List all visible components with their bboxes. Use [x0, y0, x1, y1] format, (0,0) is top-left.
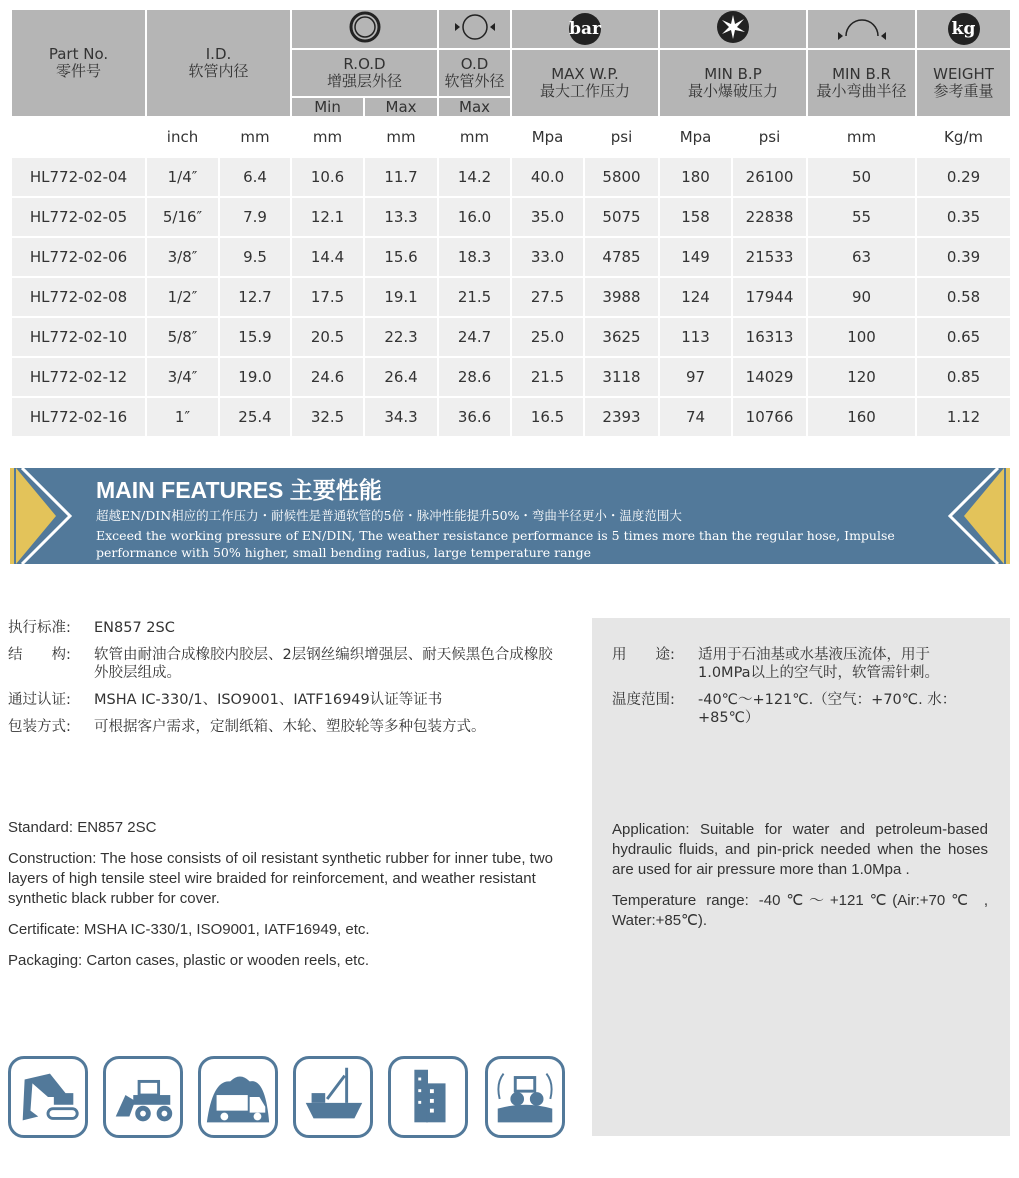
building-icon [388, 1056, 468, 1138]
spec-label: 通过认证: [8, 692, 71, 708]
header-od-cn: 软管外径 [444, 72, 505, 90]
table-cell: 32.5 [291, 397, 364, 437]
table-cell: 0.39 [916, 237, 1011, 277]
table-cell: 3988 [584, 277, 659, 317]
table-cell: HL772-02-06 [11, 237, 146, 277]
spec-paragraph: Certificate: MSHA IC-330/1, ISO9001, IATF16949, etc. [8, 921, 370, 938]
table-cell: 13.3 [364, 197, 438, 237]
table-cell: 1″ [146, 397, 219, 437]
table-cell: HL772-02-12 [11, 357, 146, 397]
table-cell: psi [732, 117, 807, 157]
table-cell: HL772-02-10 [11, 317, 146, 357]
header-weight: WEIGHT [933, 65, 994, 83]
kg-weight-icon: kg [948, 13, 980, 45]
header-rod-min: Min [291, 97, 364, 117]
table-cell: 25.0 [511, 317, 584, 357]
table-cell: HL772-02-05 [11, 197, 146, 237]
spec-paragraph: Packaging: Carton cases, plastic or wooden reels, etc. [8, 952, 370, 969]
spec-paragraph: Application: Suitable for water and petroleum-based hydraulic fluids, and pin-prick needed when the hoses are used for air pressure more than 1.0Mpa . [612, 821, 988, 878]
table-cell: 6.4 [219, 157, 291, 197]
en-specs-left [8, 818, 558, 982]
table-cell: 180 [659, 157, 732, 197]
table-cell: mm [291, 117, 364, 157]
header-part-no: Part No. [48, 45, 109, 63]
table-cell: 10.6 [291, 157, 364, 197]
table-cell: 97 [659, 357, 732, 397]
table-cell: 149 [659, 237, 732, 277]
header-id: I.D. [205, 45, 232, 63]
header-wp: MAX W.P. [551, 65, 619, 83]
table-cell: 22838 [732, 197, 807, 237]
table-cell: 24.6 [291, 357, 364, 397]
header-part-no-cn: 零件号 [55, 62, 101, 80]
header-od-max: Max [438, 97, 511, 117]
table-cell: Mpa [659, 117, 732, 157]
table-cell: 1.12 [916, 397, 1011, 437]
mining-truck-icon [198, 1056, 278, 1138]
table-cell: 5800 [584, 157, 659, 197]
table-cell: 0.85 [916, 357, 1011, 397]
table-cell: 74 [659, 397, 732, 437]
spec-value: 适用于石油基或水基液压流体，用于1.0MPa以上的空气时，软管需针刺。 [698, 647, 940, 681]
table-cell: 1/2″ [146, 277, 219, 317]
spec-value: 软管由耐油合成橡胶内胶层、2层钢丝编织增强层、耐天候黑色合成橡胶外胶层组成。 [94, 647, 553, 681]
header-weight-cn: 参考重量 [933, 82, 994, 100]
spec-value: MSHA IC-330/1、ISO9001、IATF16949认证等证书 [94, 692, 443, 708]
table-cell: 124 [659, 277, 732, 317]
table-cell: 5075 [584, 197, 659, 237]
table-cell: 7.9 [219, 197, 291, 237]
burst-icon [716, 10, 750, 44]
table-cell: 34.3 [364, 397, 438, 437]
table-cell: 12.7 [219, 277, 291, 317]
header-br-cn: 最小弯曲半径 [816, 82, 907, 100]
table-cell: 17944 [732, 277, 807, 317]
table-row [11, 397, 1011, 437]
table-cell: inch [146, 117, 219, 157]
table-row [11, 197, 1011, 237]
table-cell: 28.6 [438, 357, 511, 397]
spec-table [10, 8, 1012, 438]
table-row [11, 317, 1011, 357]
table-cell: 4785 [584, 237, 659, 277]
table-row [11, 357, 1011, 397]
spec-item [8, 718, 558, 736]
table-cell: mm [219, 117, 291, 157]
table-cell: 21.5 [511, 357, 584, 397]
features-line-cn: 超越EN/DIN相应的工作压力・耐候性是普通软管的5倍・脉冲性能提升50%・弯曲半径更小・温度范围大 [96, 508, 682, 523]
table-cell: 21533 [732, 237, 807, 277]
table-cell: 63 [807, 237, 916, 277]
table-cell: 9.5 [219, 237, 291, 277]
features-title: MAIN FEATURES 主要性能 [96, 477, 382, 503]
rod-ring-icon [347, 11, 383, 43]
table-cell: 11.7 [364, 157, 438, 197]
header-bp-cn: 最小爆破压力 [688, 82, 779, 100]
spec-label: 温度范围: [612, 692, 675, 708]
table-cell: psi [584, 117, 659, 157]
spec-item [8, 619, 558, 637]
table-cell [11, 117, 146, 157]
table-cell: 33.0 [511, 237, 584, 277]
en-specs-right [612, 820, 988, 942]
table-cell: 10766 [732, 397, 807, 437]
excavator-icon [8, 1056, 88, 1138]
table-cell: 120 [807, 357, 916, 397]
spec-value: -40℃～+121℃.（空气：+70℃. 水：+85℃） [698, 692, 957, 726]
spec-label: 执行标准: [8, 620, 71, 636]
table-cell: 0.65 [916, 317, 1011, 357]
spec-value: 可根据客户需求，定制纸箱、木轮、塑胶轮等多种包装方式。 [94, 719, 486, 735]
header-rod-max: Max [364, 97, 438, 117]
table-cell: 3/4″ [146, 357, 219, 397]
table-cell: 16313 [732, 317, 807, 357]
table-cell: 0.35 [916, 197, 1011, 237]
header-br: MIN B.R [832, 65, 891, 83]
spec-label: 用 途: [612, 647, 675, 663]
units-row [11, 117, 1011, 157]
tractor-icon [485, 1056, 565, 1138]
table-cell: 40.0 [511, 157, 584, 197]
header-od: O.D [460, 55, 489, 73]
table-cell: 158 [659, 197, 732, 237]
ship-icon [293, 1056, 373, 1138]
table-cell: 19.0 [219, 357, 291, 397]
table-cell: 0.29 [916, 157, 1011, 197]
table-row [11, 237, 1011, 277]
table-cell: 14.2 [438, 157, 511, 197]
table-cell: 17.5 [291, 277, 364, 317]
table-cell: 24.7 [438, 317, 511, 357]
spec-item [8, 691, 558, 709]
table-cell: 16.5 [511, 397, 584, 437]
header-id-cn: 软管内径 [188, 62, 249, 80]
table-cell: 5/16″ [146, 197, 219, 237]
table-cell: 22.3 [364, 317, 438, 357]
table-cell: Kg/m [916, 117, 1011, 157]
header-wp-cn: 最大工作压力 [540, 82, 631, 100]
spec-paragraph: Temperature range: -40℃～+121℃(Air:+70℃ , Water:+85℃). [612, 892, 988, 929]
table-cell: 5/8″ [146, 317, 219, 357]
table-cell: 3118 [584, 357, 659, 397]
table-row [11, 277, 1011, 317]
table-cell: HL772-02-08 [11, 277, 146, 317]
spec-value: EN857 2SC [94, 620, 175, 636]
table-cell: 0.58 [916, 277, 1011, 317]
table-cell: 90 [807, 277, 916, 317]
table-cell: 15.9 [219, 317, 291, 357]
features-line-en: Exceed the working pressure of EN/DIN, The weather resistance performance is 5 times more than the regular hose, Impulse performance with 50% higher, small bending radius, large temperature range [96, 528, 895, 560]
table-cell: 20.5 [291, 317, 364, 357]
table-cell: 3/8″ [146, 237, 219, 277]
spec-item [8, 646, 558, 682]
bar-pressure-icon: bar [569, 13, 601, 45]
table-cell: 18.3 [438, 237, 511, 277]
table-cell: 36.6 [438, 397, 511, 437]
table-cell: 14029 [732, 357, 807, 397]
header-rod-cn: 增强层外径 [327, 72, 403, 90]
bend-radius-icon [832, 12, 892, 42]
table-cell: 3625 [584, 317, 659, 357]
left-chevron-decor [10, 468, 100, 564]
table-cell: 25.4 [219, 397, 291, 437]
table-cell: Mpa [511, 117, 584, 157]
table-cell: 21.5 [438, 277, 511, 317]
spec-item [612, 691, 982, 727]
table-cell: HL772-02-16 [11, 397, 146, 437]
table-row [11, 157, 1011, 197]
table-cell: 14.4 [291, 237, 364, 277]
table-cell: 55 [807, 197, 916, 237]
table-cell: 19.1 [364, 277, 438, 317]
spec-label: 结 构: [8, 647, 71, 663]
cn-specs-left [8, 619, 558, 745]
spec-label: 包装方式: [8, 719, 71, 735]
table-cell: 113 [659, 317, 732, 357]
table-cell: mm [364, 117, 438, 157]
table-cell: 1/4″ [146, 157, 219, 197]
header-bp: MIN B.P [704, 65, 762, 83]
table-cell: HL772-02-04 [11, 157, 146, 197]
table-cell: 26100 [732, 157, 807, 197]
table-cell: 35.0 [511, 197, 584, 237]
table-cell: 12.1 [291, 197, 364, 237]
cn-specs-right [612, 646, 982, 736]
table-cell: 27.5 [511, 277, 584, 317]
table-cell: mm [807, 117, 916, 157]
header-rod: R.O.D [343, 55, 386, 73]
wheel-loader-icon [103, 1056, 183, 1138]
table-cell: 16.0 [438, 197, 511, 237]
table-cell: 15.6 [364, 237, 438, 277]
spec-item [612, 646, 982, 682]
spec-paragraph: Standard: EN857 2SC [8, 819, 157, 836]
table-cell: 2393 [584, 397, 659, 437]
table-cell: 50 [807, 157, 916, 197]
table-cell: 160 [807, 397, 916, 437]
table-cell: 100 [807, 317, 916, 357]
table-cell: mm [438, 117, 511, 157]
table-cell: 26.4 [364, 357, 438, 397]
spec-paragraph: Construction: The hose consists of oil resistant synthetic rubber for inner tube, two layers of high tensile steel wire braided for reinforcement, and weather resistant synthetic black rubber for cover. [8, 850, 553, 907]
od-circle-icon [450, 11, 500, 43]
